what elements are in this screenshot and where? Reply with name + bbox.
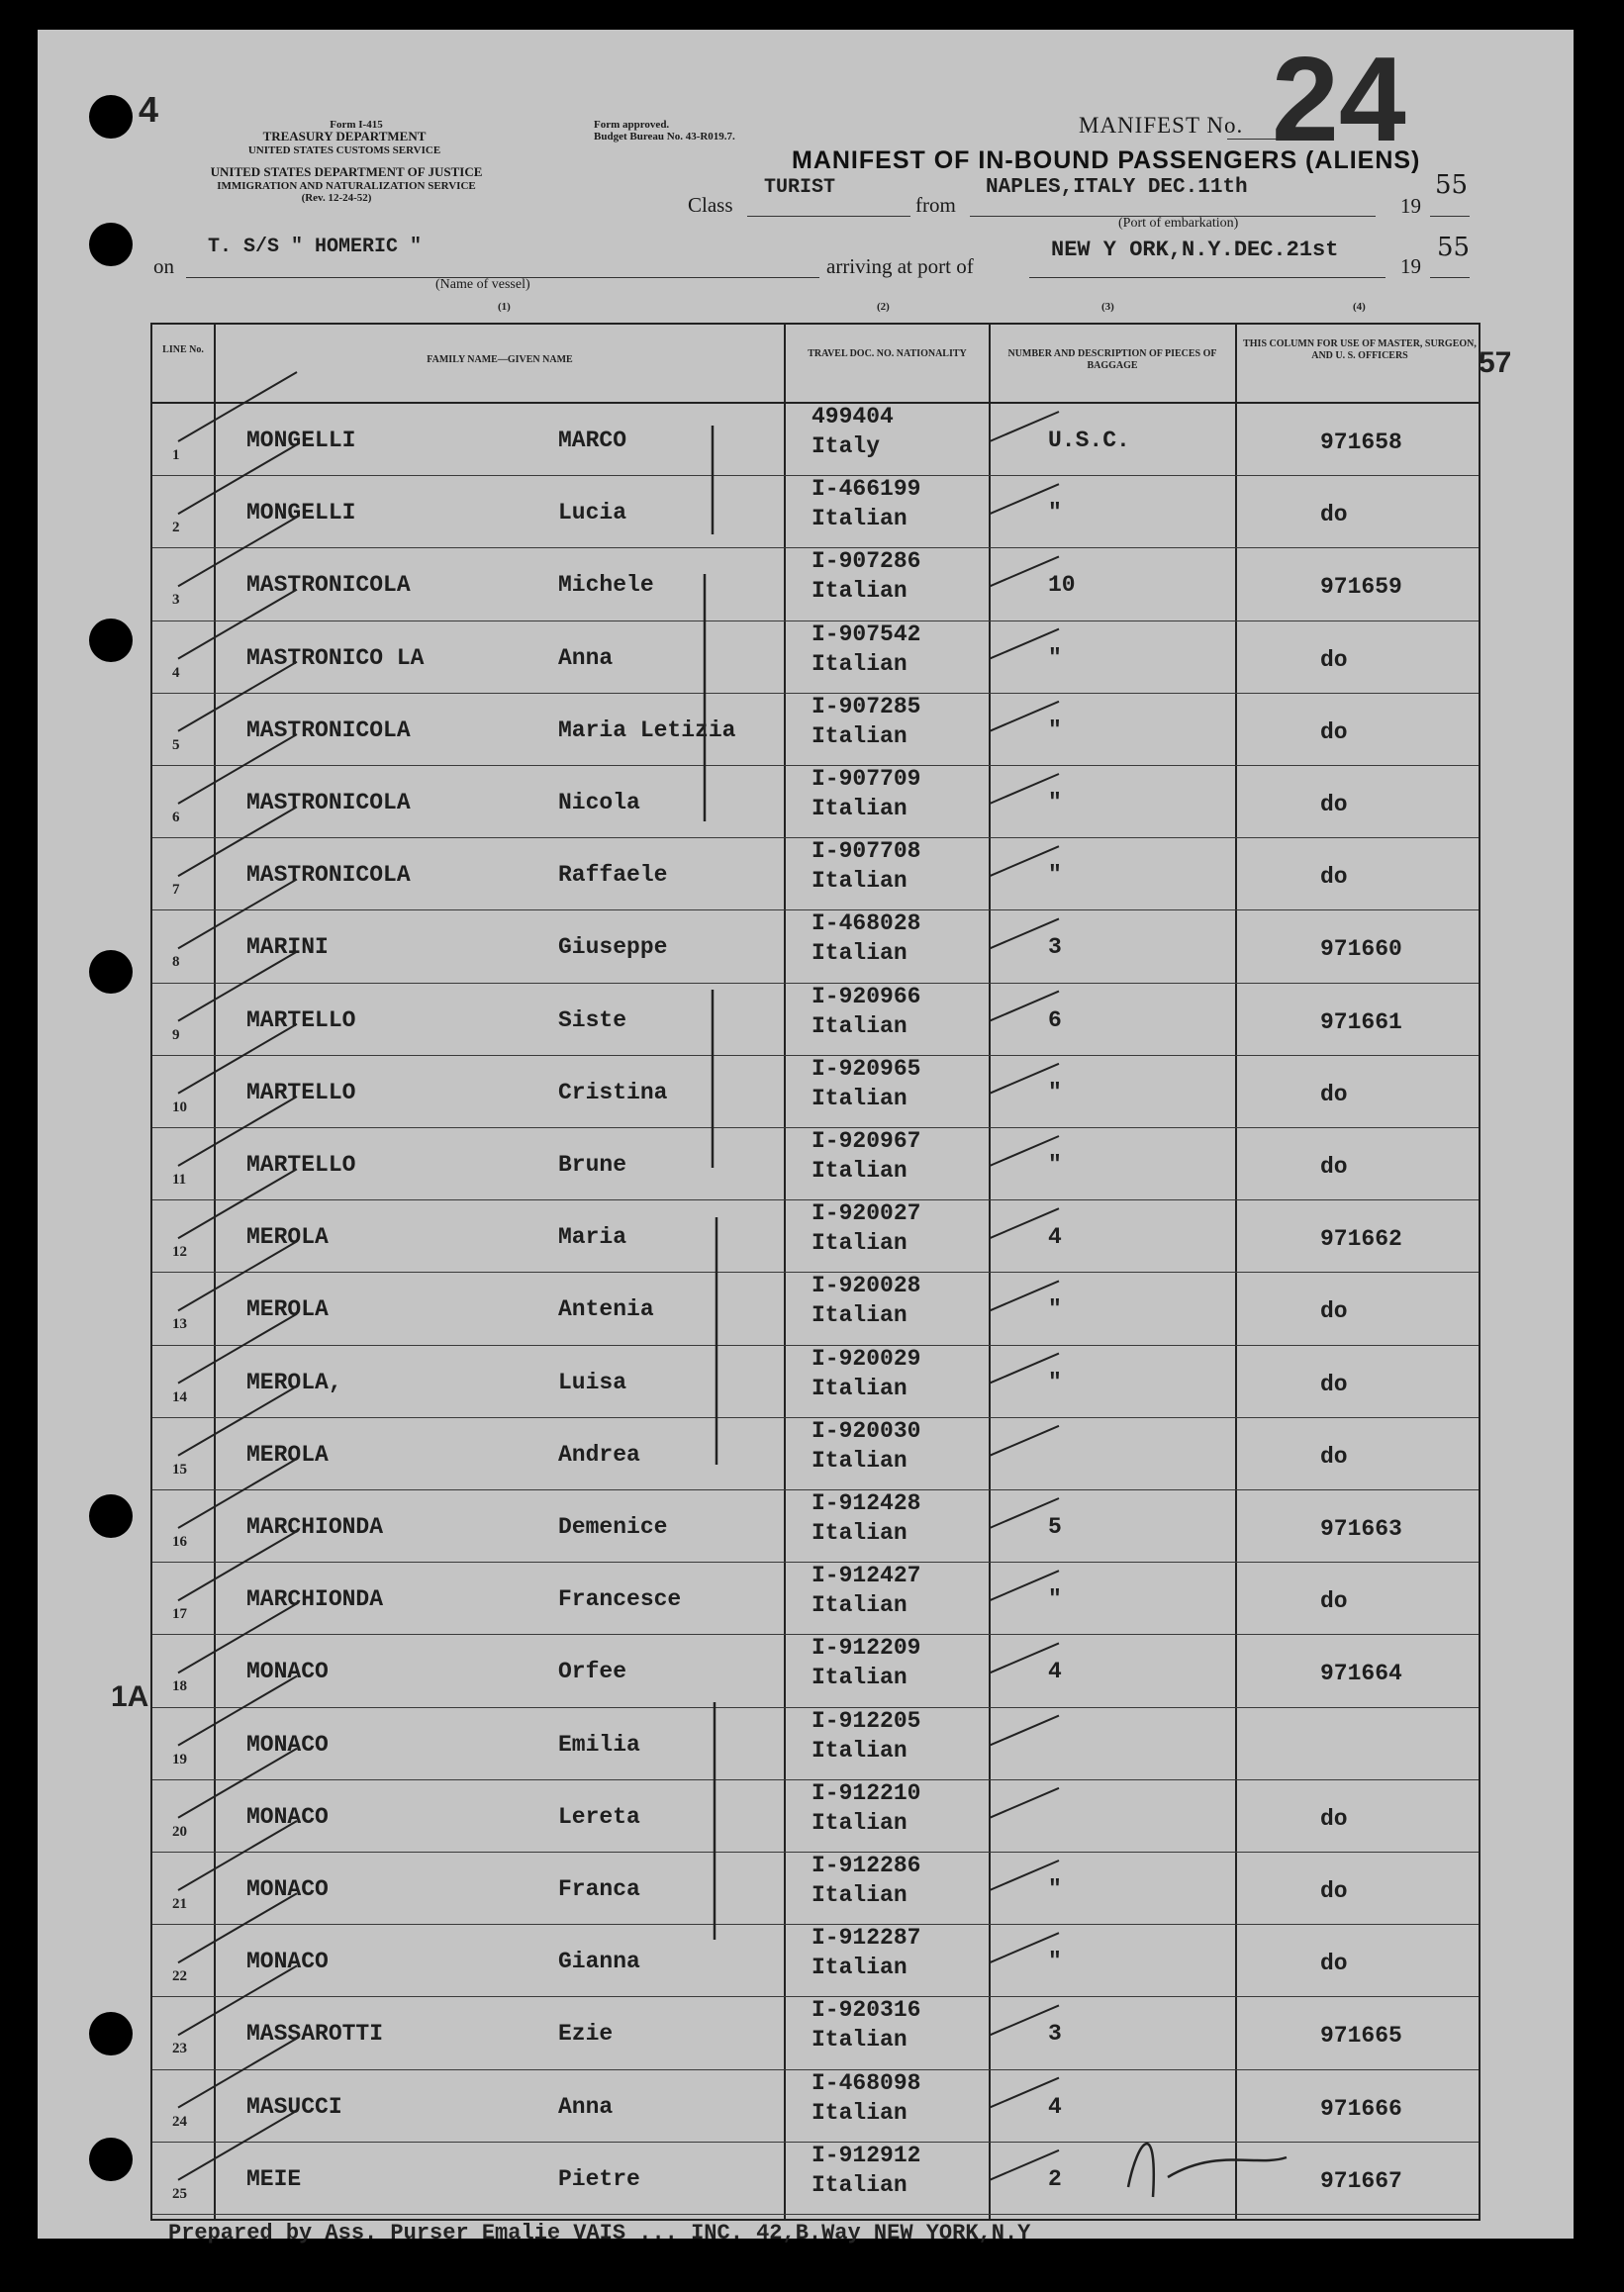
family-name: MONACO: [246, 1731, 329, 1758]
given-name: Gianna: [558, 1949, 640, 1975]
nationality: Italian: [812, 2027, 908, 2053]
table-row: [152, 1853, 1479, 1925]
family-name: MEROLA: [246, 1441, 329, 1468]
baggage-count: U.S.C.: [1048, 428, 1130, 453]
table-row: [152, 1200, 1479, 1273]
margin-note: 4: [139, 89, 159, 130]
travel-doc-number: 499404: [812, 404, 894, 430]
nationality: Italian: [812, 578, 908, 605]
travel-doc-number: I-912912: [812, 2142, 921, 2168]
given-name: Michele: [558, 572, 654, 599]
travel-doc-number: I-907709: [812, 766, 921, 792]
preparer-footer: Prepared by Ass. Purser Emalie VAIS ... INC. 42,B.Way NEW YORK,N.Y: [168, 2221, 1031, 2245]
table-row: [152, 1925, 1479, 1997]
nationality: Italian: [812, 1882, 908, 1908]
baggage-count: ": [1048, 500, 1062, 526]
line-number: 22: [172, 1968, 187, 1985]
travel-doc-number: I-920967: [812, 1128, 921, 1154]
officer-entry: 971666: [1320, 2095, 1402, 2122]
given-name: Giuseppe: [558, 934, 668, 961]
baggage-count: ": [1048, 790, 1062, 815]
family-name: MASTRONICOLA: [246, 790, 411, 815]
nationality: Italian: [812, 506, 908, 532]
table-row: [152, 1128, 1479, 1200]
row-divider: [152, 2214, 1479, 2215]
line-number: 25: [172, 2185, 187, 2202]
baggage-count: ": [1048, 1949, 1062, 1975]
travel-doc-number: I-907708: [812, 838, 921, 865]
line-number: 5: [172, 736, 180, 753]
nationality: Italian: [812, 2171, 908, 2198]
nationality: Italian: [812, 1302, 908, 1329]
underline: [1430, 277, 1470, 278]
given-name: Andrea: [558, 1441, 640, 1468]
family-name: MARCHIONDA: [246, 1514, 384, 1540]
officer-entry: do: [1320, 1154, 1348, 1180]
nationality: Italian: [812, 1230, 908, 1257]
treasury-department: TREASURY DEPARTMENT: [262, 129, 427, 143]
nationality: Italian: [812, 1375, 908, 1401]
travel-doc-number: I-920029: [812, 1345, 921, 1372]
baggage-count: 6: [1048, 1006, 1062, 1033]
column-header-family-name: FAMILY NAME—GIVEN NAME: [427, 354, 573, 365]
travel-doc-number: I-920027: [812, 1200, 921, 1227]
column-header-line-no: LINE No.: [162, 344, 204, 355]
family-name: MARTELLO: [246, 1152, 356, 1178]
given-name: Lucia: [558, 500, 627, 526]
nationality: Italian: [812, 1085, 908, 1111]
given-name: Francesce: [558, 1586, 682, 1613]
manifest-label: MANIFEST No.: [1079, 113, 1244, 138]
line-number: 14: [172, 1388, 187, 1405]
line-number: 23: [172, 2041, 187, 2057]
officer-entry: do: [1320, 1298, 1348, 1325]
officer-entry: do: [1320, 1588, 1348, 1615]
line-number: 9: [172, 1026, 180, 1043]
page-number: 57: [1479, 346, 1512, 379]
family-name: MARTELLO: [246, 1006, 356, 1033]
given-name: Brune: [558, 1152, 627, 1178]
travel-doc-number: I-468098: [812, 2069, 921, 2096]
table-row: [152, 404, 1479, 476]
vessel-value: T. S/S " HOMERIC ": [208, 236, 423, 258]
nationality: Italian: [812, 1955, 908, 1981]
officer-entry: do: [1320, 792, 1348, 817]
scan-border: [0, 2239, 1624, 2292]
travel-doc-number: I-920030: [812, 1417, 921, 1444]
baggage-count: 2: [1048, 2165, 1062, 2192]
line-number: 6: [172, 810, 180, 825]
year-value: 55: [1437, 233, 1471, 262]
line-number: 18: [172, 1678, 187, 1695]
travel-doc-number: I-912287: [812, 1925, 921, 1952]
table-row: [152, 1997, 1479, 2069]
given-name: Siste: [558, 1006, 627, 1033]
officer-entry: 971664: [1320, 1661, 1402, 1687]
arriving-value: NEW Y ORK,N.Y.DEC.21st: [1051, 238, 1339, 262]
given-name: Franca: [558, 1876, 640, 1902]
table-row: [152, 1346, 1479, 1418]
officer-entry: 971661: [1320, 1008, 1402, 1035]
officer-entry: do: [1320, 1951, 1348, 1977]
nationality: Italian: [812, 940, 908, 967]
officer-entry: do: [1320, 1371, 1348, 1397]
baggage-count: 4: [1048, 1659, 1062, 1685]
table-row: [152, 694, 1479, 766]
baggage-count: ": [1048, 1296, 1062, 1323]
nationality: Italian: [812, 1158, 908, 1184]
nationality: Italian: [812, 2099, 908, 2126]
given-name: Maria Letizia: [558, 716, 736, 743]
nationality: Italian: [812, 796, 908, 821]
table-row: [152, 1708, 1479, 1780]
line-number: 19: [172, 1751, 187, 1767]
given-name: Orfee: [558, 1659, 627, 1685]
travel-doc-number: I-920028: [812, 1273, 921, 1299]
officer-entry: do: [1320, 1443, 1348, 1470]
from-value: NAPLES,ITALY DEC.11th: [986, 176, 1248, 199]
column-number: (1): [498, 301, 511, 313]
baggage-count: 3: [1048, 934, 1062, 961]
form-number: Form I-415: [330, 119, 383, 131]
line-number: 1: [172, 447, 180, 463]
officer-entry: do: [1320, 1878, 1348, 1904]
line-number: 16: [172, 1534, 187, 1550]
column-number: (2): [877, 301, 890, 313]
family-name: MONACO: [246, 1949, 329, 1975]
class-label: Class: [688, 193, 733, 217]
baggage-count: ": [1048, 1152, 1062, 1178]
family-name: MASTRONICOLA: [246, 572, 411, 599]
travel-doc-number: I-907542: [812, 621, 921, 647]
line-number: 15: [172, 1461, 187, 1478]
family-name: MEROLA,: [246, 1369, 342, 1395]
table-row: [152, 2070, 1479, 2143]
line-number: 8: [172, 954, 180, 971]
table-row: [152, 1780, 1479, 1853]
nationality: Italian: [812, 1737, 908, 1764]
table-row: [152, 984, 1479, 1056]
family-name: MASTRONICOLA: [246, 862, 411, 889]
table-row: [152, 766, 1479, 838]
family-name: MASSAROTTI: [246, 2021, 384, 2048]
travel-doc-number: I-912428: [812, 1490, 921, 1516]
family-name: MEIE: [246, 2165, 302, 2192]
baggage-count: ": [1048, 1079, 1062, 1105]
line-number: 24: [172, 2113, 187, 2130]
baggage-count: 10: [1048, 572, 1076, 599]
line-number: 4: [172, 664, 180, 681]
baggage-count: 3: [1048, 2021, 1062, 2048]
family-name: MEROLA: [246, 1224, 329, 1251]
line-number: 12: [172, 1244, 187, 1261]
line-number: 13: [172, 1316, 187, 1333]
year-value: 55: [1435, 170, 1469, 200]
baggage-count: ": [1048, 1369, 1062, 1395]
officer-entry: 971662: [1320, 1226, 1402, 1253]
column-number: (3): [1101, 301, 1114, 313]
officer-entry: do: [1320, 718, 1348, 745]
officer-entry: 971667: [1320, 2167, 1402, 2194]
given-name: Nicola: [558, 790, 640, 815]
given-name: Cristina: [558, 1079, 668, 1105]
family-name: MONACO: [246, 1803, 329, 1830]
nationality: Italian: [812, 1665, 908, 1691]
column-header-officers: THIS COLUMN FOR USE OF MASTER, SURGEON, AND U. S. OFFICERS: [1243, 338, 1477, 361]
nationality: Italian: [812, 1592, 908, 1619]
margin-note: 1A: [111, 1680, 149, 1713]
family-name: MASTRONICOLA: [246, 716, 411, 743]
given-name: Demenice: [558, 1514, 668, 1540]
column-header-travel-doc: TRAVEL DOC. NO. NATIONALITY: [808, 348, 967, 359]
officer-entry: 971658: [1320, 430, 1402, 455]
baggage-count: ": [1048, 716, 1062, 743]
family-name: MARCHIONDA: [246, 1586, 384, 1613]
year-prefix: 19: [1400, 194, 1421, 218]
officer-entry: do: [1320, 1081, 1348, 1107]
officer-entry: do: [1320, 646, 1348, 673]
passenger-table: [150, 323, 1481, 2221]
given-name: Pietre: [558, 2165, 640, 2192]
line-number: 2: [172, 520, 180, 536]
given-name: Emilia: [558, 1731, 640, 1758]
table-row: [152, 1490, 1479, 1563]
nationality: Italy: [812, 433, 881, 459]
manifest-number: 24: [1272, 32, 1406, 166]
given-name: Luisa: [558, 1369, 627, 1395]
ins: IMMIGRATION AND NATURALIZATION SERVICE: [217, 180, 476, 192]
line-number: 20: [172, 1823, 187, 1840]
table-row: [152, 838, 1479, 910]
punch-hole: [89, 1494, 133, 1538]
travel-doc-number: I-468028: [812, 910, 921, 937]
family-name: MARINI: [246, 934, 329, 961]
column-header-baggage: NUMBER AND DESCRIPTION OF PIECES OF BAGGAGE: [1007, 348, 1217, 371]
travel-doc-number: I-907285: [812, 693, 921, 719]
travel-doc-number: I-920966: [812, 983, 921, 1009]
given-name: Lereta: [558, 1803, 640, 1830]
family-name: MEROLA: [246, 1296, 329, 1323]
travel-doc-number: I-912427: [812, 1563, 921, 1589]
given-name: Anna: [558, 2093, 614, 2120]
officer-entry: do: [1320, 1805, 1348, 1832]
family-name: MASUCCI: [246, 2093, 342, 2120]
manifest-title: MANIFEST OF IN-BOUND PASSENGERS (ALIENS): [792, 146, 1421, 174]
table-row: [152, 476, 1479, 548]
family-name: MARTELLO: [246, 1079, 356, 1105]
baggage-count: ": [1048, 1876, 1062, 1902]
family-name: MONACO: [246, 1876, 329, 1902]
line-number: 10: [172, 1098, 187, 1115]
line-number: 3: [172, 592, 180, 609]
line-number: 7: [172, 882, 180, 899]
nationality: Italian: [812, 1447, 908, 1474]
port-embarkation-label: (Port of embarkation): [1118, 216, 1239, 231]
year-prefix: 19: [1400, 254, 1421, 278]
travel-doc-number: I-912286: [812, 1853, 921, 1878]
justice-department: UNITED STATES DEPARTMENT OF JUSTICE: [210, 164, 483, 179]
table-row: [152, 1563, 1479, 1635]
column-number: (4): [1353, 301, 1366, 313]
table-row: [152, 2143, 1479, 2215]
nationality: Italian: [812, 1809, 908, 1836]
line-number: 21: [172, 1896, 187, 1912]
baggage-count: ": [1048, 862, 1062, 889]
officer-entry: 971660: [1320, 936, 1402, 963]
punch-hole: [89, 95, 133, 139]
travel-doc-number: I-912210: [812, 1779, 921, 1806]
underline: [1029, 277, 1385, 278]
from-label: from: [915, 193, 956, 217]
nationality: Italian: [812, 722, 908, 749]
travel-doc-number: I-920965: [812, 1055, 921, 1082]
baggage-count: ": [1048, 644, 1062, 671]
given-name: Antenia: [558, 1296, 654, 1323]
table-row: [152, 548, 1479, 621]
travel-doc-number: I-466199: [812, 476, 921, 503]
officer-entry: do: [1320, 502, 1348, 528]
table-row: [152, 1418, 1479, 1490]
family-name: MONGELLI: [246, 500, 356, 526]
table-row: [152, 1635, 1479, 1707]
underline: [747, 216, 910, 217]
travel-doc-number: I-912205: [812, 1707, 921, 1734]
underline: [1430, 216, 1470, 217]
punch-hole: [89, 619, 133, 662]
given-name: Ezie: [558, 2021, 614, 2048]
nationality: Italian: [812, 1012, 908, 1039]
officer-entry: 971659: [1320, 574, 1402, 601]
given-name: Maria: [558, 1224, 627, 1251]
punch-hole: [89, 2012, 133, 2055]
line-number: 11: [172, 1172, 187, 1188]
officer-entry: do: [1320, 864, 1348, 891]
nationality: Italian: [812, 1520, 908, 1546]
baggage-count: ": [1048, 1586, 1062, 1613]
punch-hole: [89, 223, 133, 266]
family-name: MASTRONICO LA: [246, 644, 425, 671]
baggage-count: 4: [1048, 1224, 1062, 1251]
officer-entry: 971663: [1320, 1516, 1402, 1542]
punch-hole: [89, 950, 133, 994]
family-name: MONGELLI: [246, 428, 356, 453]
customs-service: UNITED STATES CUSTOMS SERVICE: [247, 144, 441, 156]
table-row: [152, 910, 1479, 983]
form-approved: Form approved.: [594, 119, 670, 131]
given-name: Anna: [558, 644, 614, 671]
budget-bureau: Budget Bureau No. 43-R019.7.: [594, 131, 735, 143]
arriving-label: arriving at port of: [826, 254, 974, 278]
nationality: Italian: [812, 868, 908, 895]
travel-doc-number: I-920316: [812, 1997, 921, 2024]
on-label: on: [153, 254, 174, 278]
travel-doc-number: I-912209: [812, 1635, 921, 1662]
table-row: [152, 1273, 1479, 1345]
baggage-count: 4: [1048, 2093, 1062, 2120]
vessel-label: (Name of vessel): [435, 277, 530, 292]
nationality: Italian: [812, 650, 908, 677]
table-row: [152, 1056, 1479, 1128]
baggage-count: 5: [1048, 1514, 1062, 1540]
officer-entry: 971665: [1320, 2023, 1402, 2050]
line-number: 17: [172, 1606, 187, 1623]
given-name: MARCO: [558, 428, 627, 453]
given-name: Raffaele: [558, 862, 668, 889]
family-name: MONACO: [246, 1659, 329, 1685]
class-value: TURIST: [764, 176, 836, 199]
travel-doc-number: I-907286: [812, 548, 921, 575]
punch-hole: [89, 2138, 133, 2181]
revision: (Rev. 12-24-52): [301, 192, 372, 204]
table-row: [152, 621, 1479, 694]
